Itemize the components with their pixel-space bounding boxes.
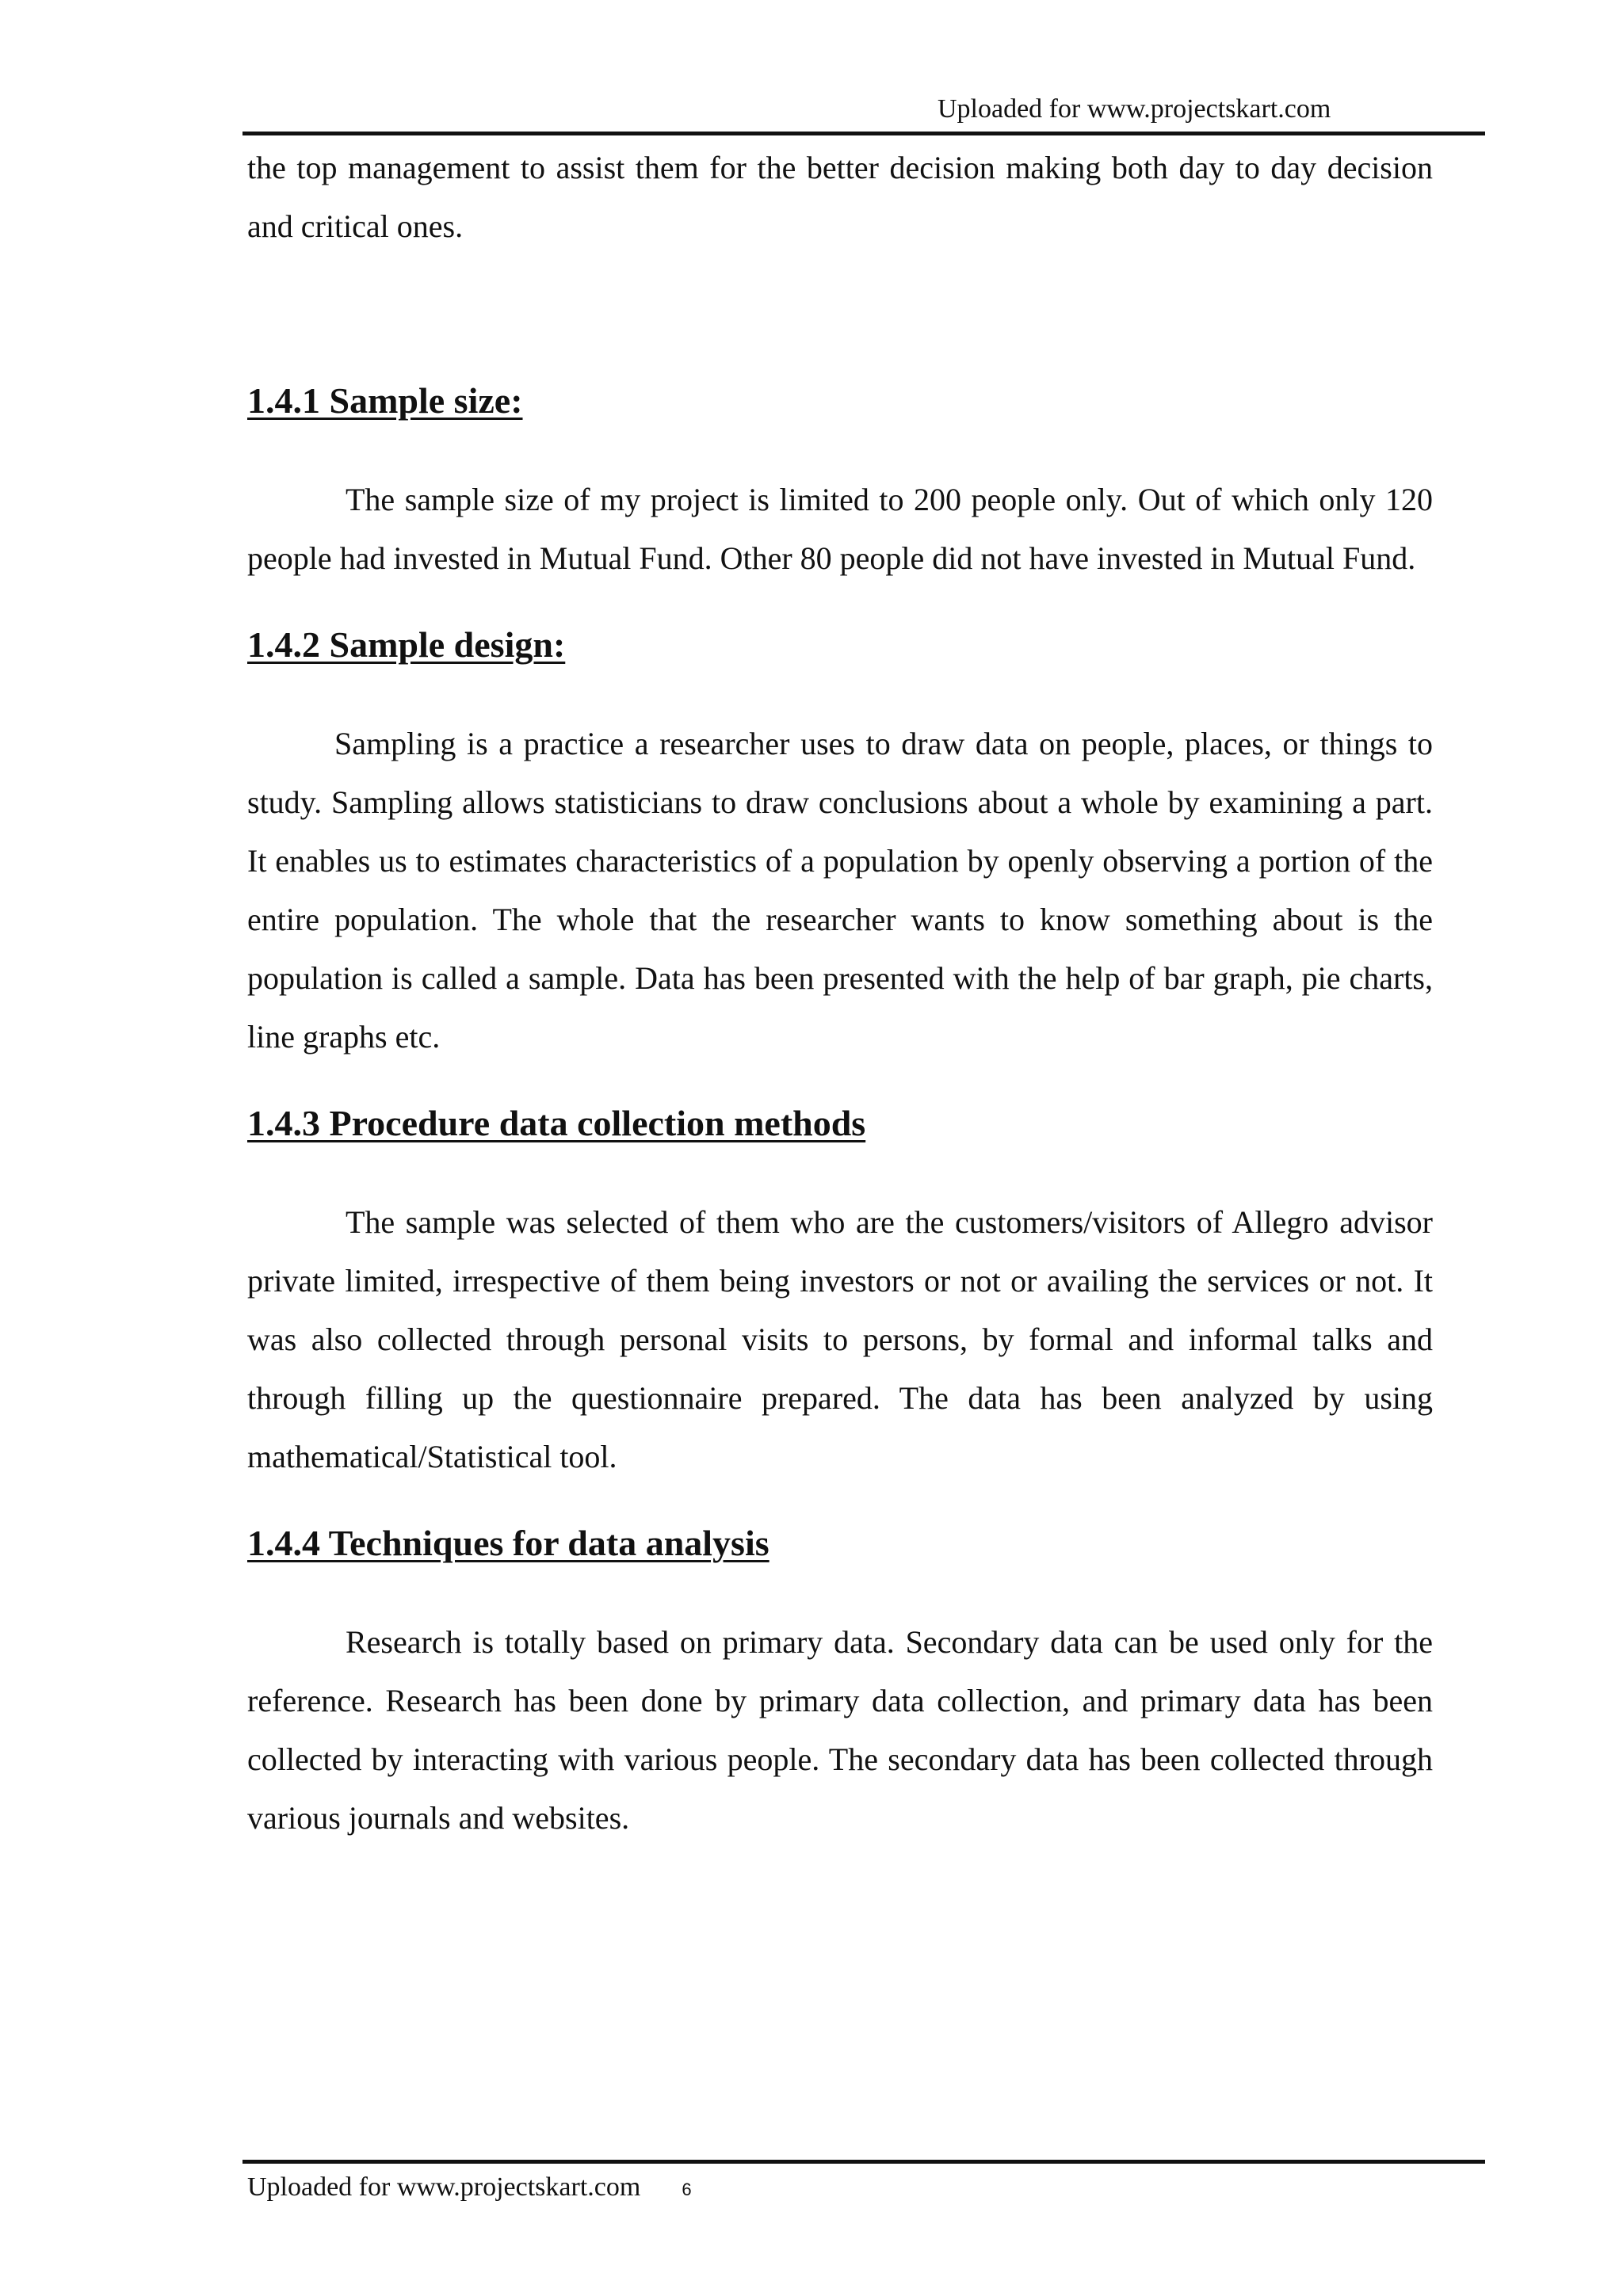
section-heading-sample-size: 1.4.1 Sample size: [247, 380, 523, 421]
section-heading-data-collection: 1.4.3 Procedure data collection methods [247, 1103, 866, 1143]
footer-text: Uploaded for www.projectskart.com [247, 2172, 641, 2202]
page-number: 6 [682, 2180, 692, 2199]
section-body-sample-size: The sample size of my project is limited to 200 people only. Out of which only 120 people had invested in Mutual Fund. Other 80 people did not have invested in Mutual Fund. [247, 482, 1433, 576]
page-content [247, 139, 1433, 1848]
section-body-data-collection: The sample was selected of them who are the customers/visitors of Allegro advisor private limited, irrespective of them being investors or not or availing the services or not. It was also collected through personal visits to persons, by formal and informal talks and through filling up the questionnaire prepared. The data has been analyzed by using mathematical/Statistical tool. [247, 1204, 1433, 1474]
section-body-data-analysis: Research is totally based on primary data. Secondary data can be used only for the reference. Research has been done by primary data collection, and primary data has been collected by interacting with various people. The secondary data has been collected through various journals and websites. [247, 1624, 1433, 1836]
section-heading-sample-design: 1.4.2 Sample design: [247, 624, 566, 665]
page-header: Uploaded for www.projectskart.com [938, 94, 1331, 124]
header-divider [242, 132, 1485, 135]
page-footer [247, 2172, 692, 2203]
footer-divider [242, 2160, 1485, 2164]
section-body-sample-design: Sampling is a practice a researcher uses to draw data on people, places, or things to study. Sampling allows statisticians to draw conclusions about a whole by examining a part. It enables us to estimates characteristics of a population by openly observing a portion of the entire population. The whole that the researcher wants to know something about is the population is called a sample. Data has been presented with the help of bar graph, pie charts, line graphs etc. [247, 726, 1433, 1055]
intro-paragraph: the top management to assist them for the better decision making both day to day decision and critical ones. [247, 150, 1433, 244]
section-heading-data-analysis: 1.4.4 Techniques for data analysis [247, 1523, 769, 1563]
